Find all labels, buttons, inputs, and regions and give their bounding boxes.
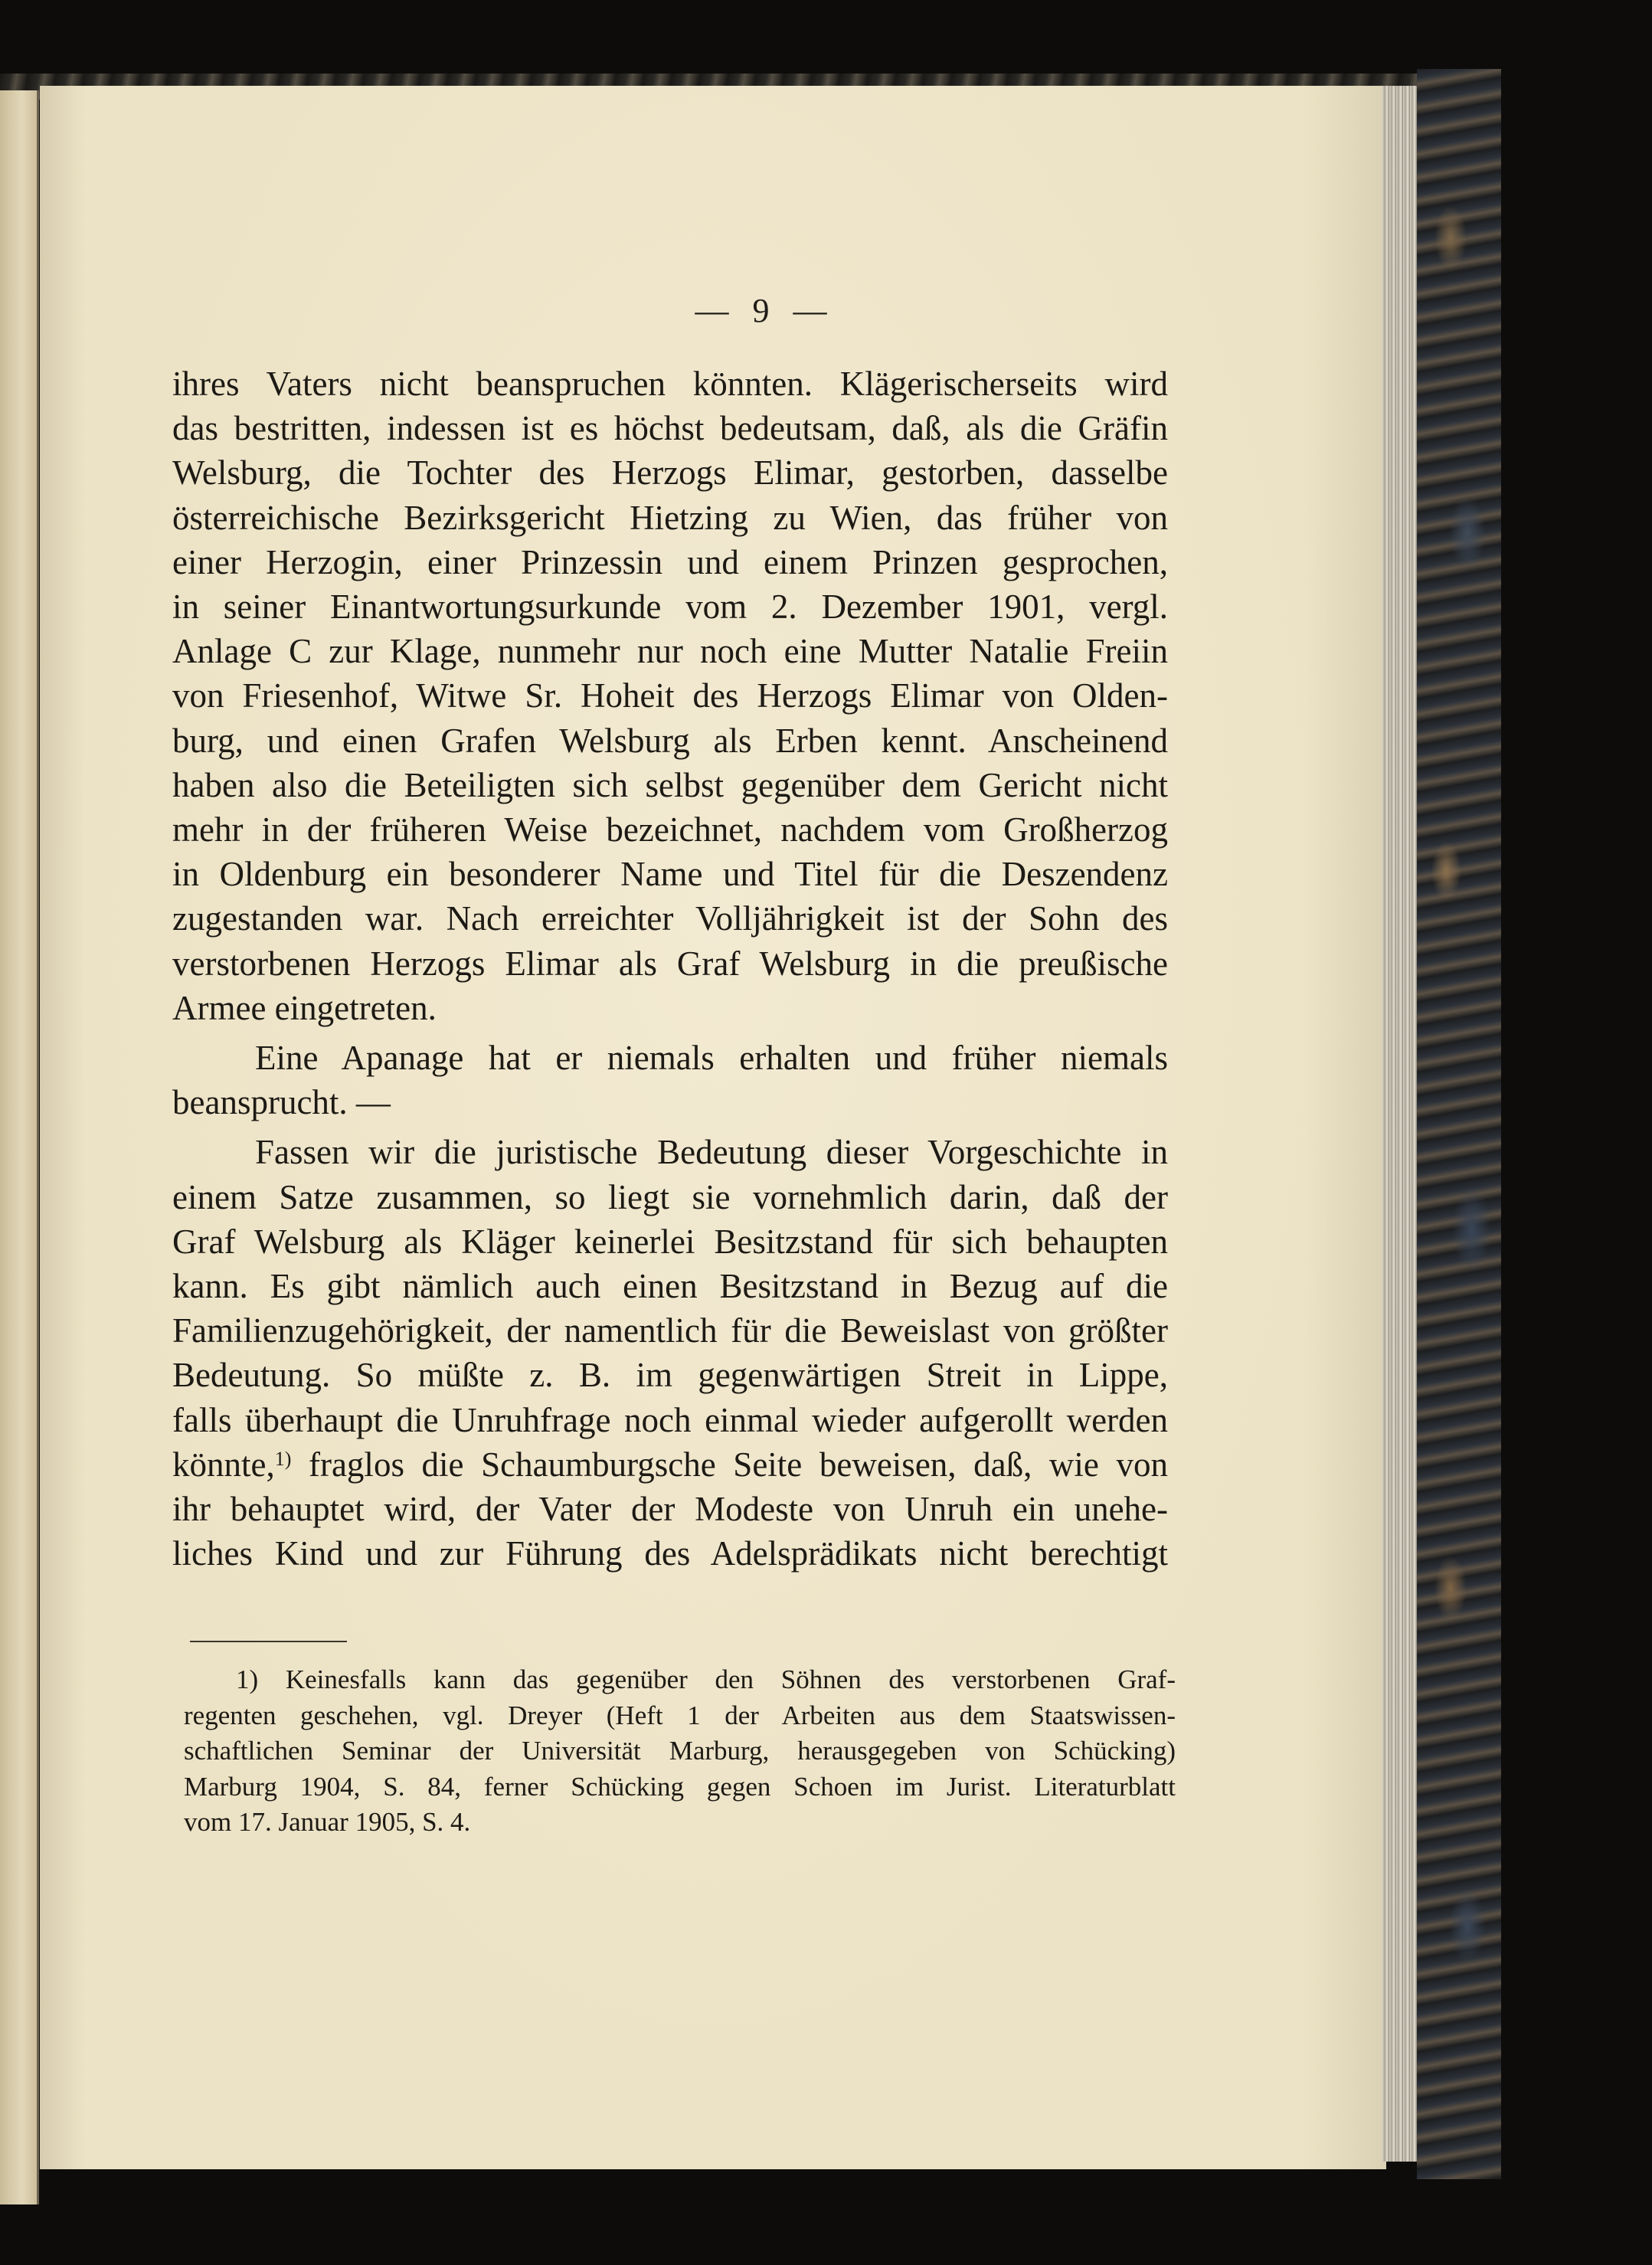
text-line: verstorbenen Herzogs Elimar als Graf Welsburg in die preußische: [172, 944, 1168, 983]
text-line: in Oldenburg ein besonderer Name und Titel für die Deszendenz: [172, 855, 1168, 894]
text-fragment: könnte,: [172, 1445, 275, 1484]
text-line: Graf Welsburg als Kläger keinerlei Besitzstand für sich behaupten: [172, 1222, 1168, 1261]
text-line: falls überhaupt die Unruhfrage noch einmal wieder aufgerollt werden: [172, 1400, 1168, 1439]
paragraph-summary: [172, 1130, 1168, 1576]
text-line: Bedeutung. So müßte z. B. im gegenwärtigen Streit in Lippe,: [172, 1356, 1168, 1395]
text-line: Eine Apanage hat er niemals erhalten und früher niemals: [255, 1039, 1168, 1078]
text-line: haben also die Beteiligten sich selbst gegenüber dem Gericht nicht: [172, 765, 1168, 804]
footnote-line: Marburg 1904, S. 84, ferner Schücking gegen Schoen im Jurist. Literaturblatt: [184, 1771, 1176, 1802]
text-line: in seiner Einantwortungsurkunde vom 2. Dezember 1901, vergl.: [172, 588, 1168, 627]
previous-page-edge: [0, 90, 39, 2204]
text-line: ihres Vaters nicht beanspruchen könnten. Klägerischerseits wird: [172, 365, 1168, 403]
text-line: zugestanden war. Nach erreichter Volljährigkeit ist der Sohn des: [172, 899, 1168, 938]
text-line: Familienzugehörigkeit, der namentlich für die Beweislast von größter: [172, 1311, 1168, 1350]
text-line: österreichische Bezirksgericht Hietzing zu Wien, das früher von: [172, 498, 1168, 537]
text-line: das bestritten, indessen ist es höchst bedeutsam, daß, als die Gräfin: [172, 409, 1168, 448]
text-line: [172, 1442, 1168, 1487]
text-line: mehr in der früheren Weise bezeichnet, nachdem vom Großherzog: [172, 810, 1168, 849]
footnote-line: regenten geschehen, vgl. Dreyer (Heft 1 der Arbeiten aus dem Staatswissen-: [184, 1700, 1176, 1730]
footnote: [184, 1662, 1176, 1841]
main-text: [172, 362, 1168, 1576]
footnote-line: 1) Keinesfalls kann das gegenüber den Söhnen des verstorbenen Graf-: [236, 1664, 1176, 1694]
text-line: Fassen wir die juristische Bedeutung dieser Vorgeschichte in: [255, 1133, 1168, 1172]
text-line: ihr behauptet wird, der Vater der Modeste von Unruh ein unehe-: [172, 1490, 1168, 1529]
text-line: liches Kind und zur Führung des Adelsprädikats nicht berechtigt: [172, 1534, 1168, 1573]
paragraph-apanage: [172, 1036, 1168, 1124]
footnote-line: vom 17. Januar 1905, S. 4.: [184, 1807, 471, 1837]
text-line: beansprucht. —: [172, 1083, 391, 1122]
page-number: — 9 —: [695, 292, 835, 329]
text-line: Armee eingetreten.: [172, 988, 437, 1027]
text-line: Welsburg, die Tochter des Herzogs Elimar, gestorben, dasselbe: [172, 453, 1168, 493]
text-line: einer Herzogin, einer Prinzessin und einem Prinzen gesprochen,: [172, 542, 1168, 581]
text-line: kann. Es gibt nämlich auch einen Besitzstand in Bezug auf die: [172, 1267, 1168, 1306]
page-gutter-shadow: [1302, 86, 1386, 2169]
footnote-separator: [190, 1641, 347, 1642]
text-line: burg, und einen Grafen Welsburg als Erben kennt. Anscheinend: [172, 721, 1168, 760]
footnote-reference: 1): [274, 1447, 292, 1470]
text-fragment: fraglos die Schaumburgsche Seite beweisen, daß, wie von: [291, 1445, 1168, 1484]
marbled-cover: [1417, 69, 1501, 2179]
text-line: Anlage C zur Klage, nunmehr nur noch eine Mutter Natalie Freiin: [172, 632, 1168, 671]
text-line: einem Satze zusammen, so liegt sie vornehmlich darin, daß der: [172, 1177, 1168, 1216]
text-line: von Friesenhof, Witwe Sr. Hoheit des Herzogs Elimar von Olden-: [172, 676, 1168, 715]
footnote-line: schaftlichen Seminar der Universität Marburg, herausgegeben von Schücking): [184, 1736, 1176, 1766]
